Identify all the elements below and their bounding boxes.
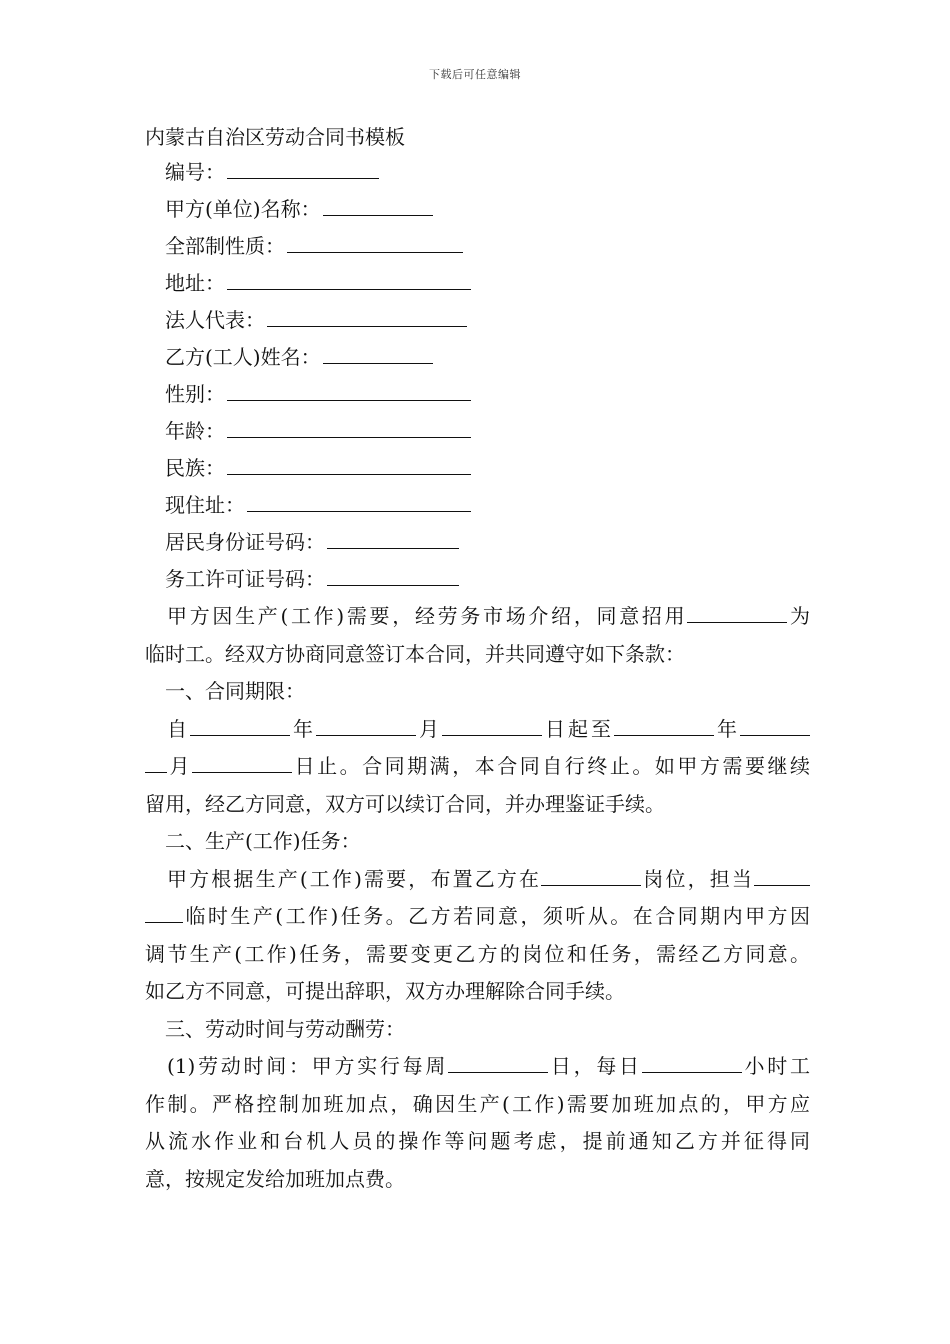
paragraph-line: 作制。严格控制加班加点，确因生产(工作)需要加班加点的，甲方应 xyxy=(145,1091,810,1116)
text-segment: 临时生产(工作)任务。乙方若同意，须听从。在合同期内甲方因 xyxy=(183,904,810,928)
page-header-note: 下载后可任意编辑 xyxy=(429,68,521,81)
field-label: 乙方(工人)姓名： xyxy=(165,345,321,369)
blank-line xyxy=(227,154,379,179)
text-segment: 日，每日 xyxy=(548,1054,642,1078)
field-worker-name xyxy=(145,339,810,376)
field-employer-name xyxy=(145,191,810,228)
field-label: 务工许可证号码： xyxy=(165,567,325,591)
blank-line xyxy=(227,450,471,475)
section-heading: 三、劳动时间与劳动酬劳： xyxy=(165,1016,405,1041)
paragraph-line: 意，按规定发给加班加点费。 xyxy=(145,1166,405,1191)
field-label: 性别： xyxy=(165,382,225,406)
field-gender xyxy=(145,376,810,413)
document-title: 内蒙古自治区劳动合同书模板 xyxy=(145,125,405,149)
field-legal-representative xyxy=(145,302,810,339)
blank-line xyxy=(192,748,292,773)
text-segment: (1)劳动时间：甲方实行每周 xyxy=(167,1054,449,1078)
blank-line xyxy=(227,376,471,401)
paragraph-line xyxy=(145,898,810,936)
paragraph-line: 从流水作业和台机人员的操作等问题考虑，提前通知乙方并征得同 xyxy=(145,1129,810,1153)
blank-line xyxy=(227,265,471,290)
text-segment: 年 xyxy=(290,716,316,741)
paragraph-line: 调节生产(工作)任务，需要变更乙方的岗位和任务，需经乙方同意。 xyxy=(145,941,810,966)
blank-line xyxy=(740,711,810,736)
blank-line xyxy=(247,487,471,512)
blank-line xyxy=(754,861,810,886)
blank-line xyxy=(541,861,641,886)
paragraph-line xyxy=(145,598,810,636)
text-segment: 为 xyxy=(787,604,811,628)
field-label: 全部制性质： xyxy=(165,234,285,258)
section3-paragraph xyxy=(145,1048,810,1198)
blank-line xyxy=(327,524,459,549)
field-label: 年龄： xyxy=(165,419,225,443)
blank-line xyxy=(687,598,787,623)
paragraph-line: 如乙方不同意，可提出辞职，双方办理解除合同手续。 xyxy=(145,979,625,1003)
paragraph-line xyxy=(145,1048,810,1086)
field-label: 民族： xyxy=(165,456,225,480)
text-segment: 小时工 xyxy=(741,1054,810,1078)
field-label: 甲方(单位)名称： xyxy=(165,197,321,221)
text-segment: 自 xyxy=(167,716,190,741)
intro-paragraph xyxy=(145,598,810,673)
field-address xyxy=(145,265,810,302)
field-label: 编号： xyxy=(165,160,225,184)
blank-line xyxy=(227,413,471,438)
text-segment: 日止。合同期满，本合同自行终止。如甲方需要继续 xyxy=(292,754,811,778)
paragraph-line: 临时工。经双方协商同意签订本合同，并共同遵守如下条款： xyxy=(145,641,685,666)
field-label: 地址： xyxy=(165,271,225,295)
text-segment: 日起至 xyxy=(542,716,614,741)
paragraph-line xyxy=(145,861,810,899)
paragraph-line xyxy=(145,748,810,786)
blank-line xyxy=(323,339,433,364)
section1-paragraph xyxy=(145,711,810,824)
text-segment: 年 xyxy=(714,716,740,741)
text-segment: 月 xyxy=(416,716,442,741)
blank-line xyxy=(190,711,290,736)
field-ethnicity xyxy=(145,450,810,487)
field-work-permit-number xyxy=(145,561,810,598)
blank-line xyxy=(145,748,167,773)
text-segment: 甲方因生产(工作)需要，经劳务市场介绍，同意招用 xyxy=(167,604,688,628)
paragraph-line xyxy=(145,711,810,749)
text-segment: 甲方根据生产(工作)需要，布置乙方在 xyxy=(167,866,542,891)
field-label: 居民身份证号码： xyxy=(165,530,325,554)
section-heading: 一、合同期限： xyxy=(165,679,305,703)
field-label: 现住址： xyxy=(165,493,245,517)
text-segment: 岗位，担当 xyxy=(641,866,755,891)
blank-line xyxy=(642,1048,742,1073)
field-label: 法人代表： xyxy=(165,308,265,332)
blank-line xyxy=(316,711,416,736)
blank-line xyxy=(287,228,463,253)
section2-paragraph xyxy=(145,861,810,1011)
blank-line xyxy=(442,711,542,736)
field-number xyxy=(145,154,810,191)
document-body xyxy=(145,120,810,1198)
text-segment: 月 xyxy=(167,754,193,778)
blank-line xyxy=(323,191,433,216)
paragraph-line: 留用，经乙方同意，双方可以续订合同，并办理鉴证手续。 xyxy=(145,791,665,816)
field-ownership-type xyxy=(145,228,810,265)
blank-line xyxy=(614,711,714,736)
blank-line xyxy=(145,898,183,923)
field-id-number xyxy=(145,524,810,561)
field-age xyxy=(145,413,810,450)
blank-line xyxy=(327,561,459,586)
blank-line xyxy=(448,1048,548,1073)
field-current-address xyxy=(145,487,810,524)
blank-line xyxy=(267,302,467,327)
section-heading: 二、生产(工作)任务： xyxy=(165,829,361,853)
